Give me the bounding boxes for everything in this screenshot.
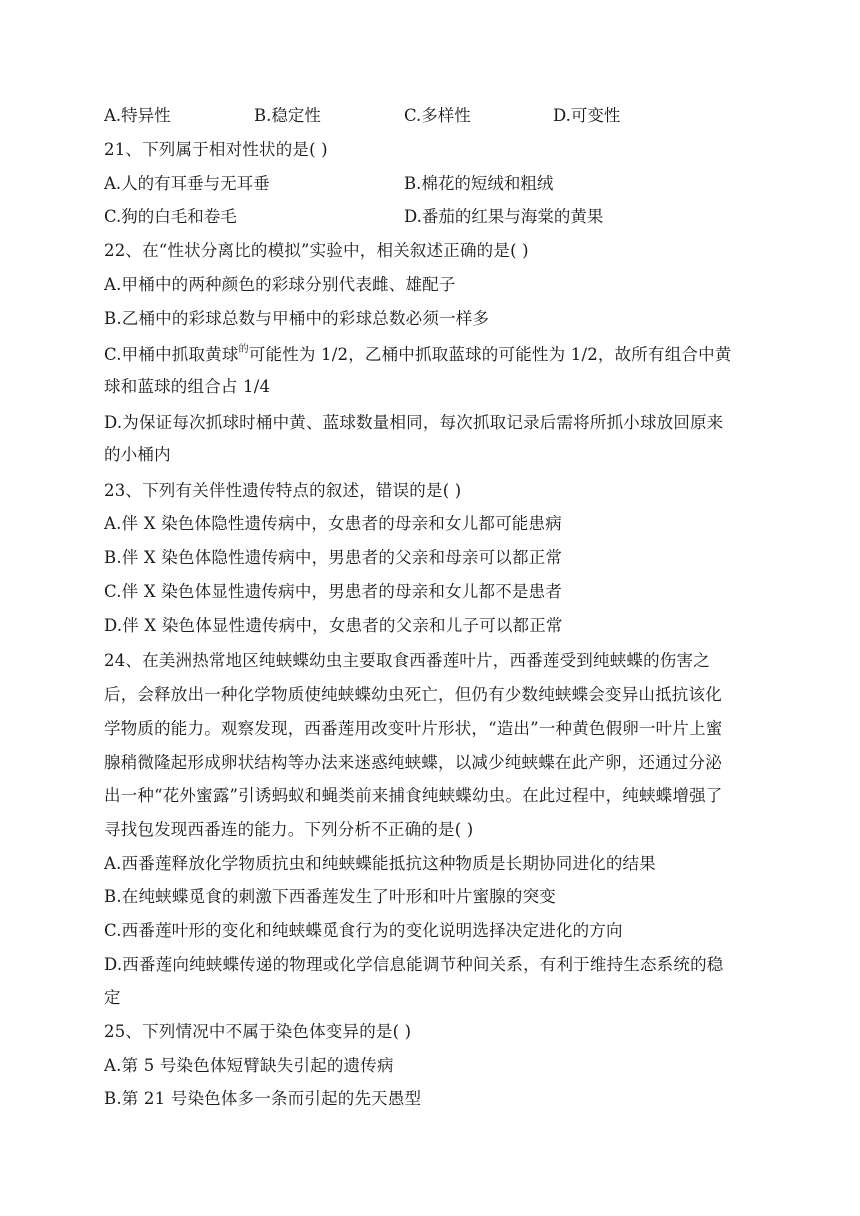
q23-option-d: D.伴 X 染色体显性遗传病中，女患者的父亲和儿子可以都正常 [104, 616, 563, 635]
q23-option-c: C.伴 X 染色体显性遗传病中，男患者的母亲和女儿都不是患者 [104, 582, 563, 601]
q22-option-d-line1: D.为保证每次抓球时桶中黄、蓝球数量相同，每次抓取记录后需将所抓小球放回原来 [104, 413, 724, 432]
q22-option-a: A.甲桶中的两种颜色的彩球分别代表雌、雄配子 [104, 275, 456, 294]
q23-option-b: B.伴 X 染色体隐性遗传病中，男患者的父亲和母亲可以都正常 [104, 548, 563, 567]
q21-stem: 21、下列属于相对性状的是( ) [104, 140, 328, 159]
q24-option-c: C.西番莲叶形的变化和纯蛱蝶觅食行为的变化说明选择决定进化的方向 [104, 921, 623, 940]
q22-stem: 22、在“性状分离比的模拟”实验中，相关叙述正确的是( ) [104, 241, 529, 260]
q20-option-d: D.可变性 [553, 106, 621, 125]
q22-option-c-part2: 可能性为 1/2，乙桶中抓取蓝球的可能性为 1/2，故所有组合中黄 [248, 345, 732, 364]
q20-option-b: B.稳定性 [254, 106, 321, 125]
q25-stem: 25、下列情况中不属于染色体变异的是( ) [104, 1022, 412, 1041]
q24-stem-line2: 后，会释放出一种化学物质使纯蛱蝶幼虫死亡，但仍有少数纯蛱蝶会变异山抵抗该化 [104, 685, 722, 704]
q24-stem-line4: 腺稍微隆起形成卵状结构等办法来迷惑纯蛱蝶，以减少纯蛱蝶在此产卵，还通过分泌 [104, 753, 722, 772]
q24-stem-line3: 学物质的能力。观察发现，西番莲用改变叶片形状，“造出”一种黄色假卵一叶片上蜜 [104, 719, 723, 738]
q24-option-d-line1: D.西番莲向纯蛱蝶传递的物理或化学信息能调节种间关系，有利于维持生态系统的稳 [104, 955, 724, 974]
q21-option-a: A.人的有耳垂与无耳垂 [104, 174, 270, 193]
q24-option-b: B.在纯蛱蝶觅食的刺激下西番莲发生了叶形和叶片蜜腺的突变 [104, 887, 556, 906]
q23-option-a: A.伴 X 染色体隐性遗传病中，女患者的母亲和女儿都可能患病 [104, 514, 562, 533]
q20-option-a: A.特异性 [104, 106, 171, 125]
q22-option-c-line2: 球和蓝球的组合占 1/4 [104, 377, 271, 396]
q24-option-d-line2: 定 [104, 988, 121, 1007]
q25-option-b: B.第 21 号染色体多一条而引起的先天愚型 [104, 1089, 422, 1108]
q21-option-b: B.棉花的短绒和粗绒 [404, 174, 554, 193]
q24-option-a: A.西番莲释放化学物质抗虫和纯蛱蝶能抵抗这种物质是长期协同进化的结果 [104, 854, 656, 873]
q23-stem: 23、下列有关伴性遗传特点的叙述，错误的是( ) [104, 481, 462, 500]
q21-option-c: C.狗的白毛和卷毛 [104, 207, 237, 226]
q22-option-c-part1: C.甲桶中抓取黄球 [104, 345, 239, 364]
q22-option-d-line2: 的小桶内 [104, 445, 171, 464]
q25-option-a: A.第 5 号染色体短臂缺失引起的遗传病 [104, 1056, 394, 1075]
q24-stem-line1: 24、在美洲热常地区纯蛱蝶幼虫主要取食西番莲叶片，西番莲受到纯蛱蝶的伤害之 [104, 651, 710, 670]
q20-option-c: C.多样性 [404, 106, 471, 125]
q22-option-b: B.乙桶中的彩球总数与甲桶中的彩球总数必须一样多 [104, 309, 490, 328]
q24-stem-line5: 出一种“花外蜜露”引诱蚂蚁和蝇类前来捕食纯蛱蝶幼虫。在此过程中，纯蛱蝶增强了 [104, 786, 723, 805]
q22-option-c-superscript: 的 [238, 344, 249, 355]
q24-stem-line6: 寻找包发现西番连的能力。下列分析不正确的是( ) [104, 820, 474, 839]
q22-option-c-line1 [104, 345, 732, 368]
q21-option-d: D.番茄的红果与海棠的黄果 [404, 207, 604, 226]
